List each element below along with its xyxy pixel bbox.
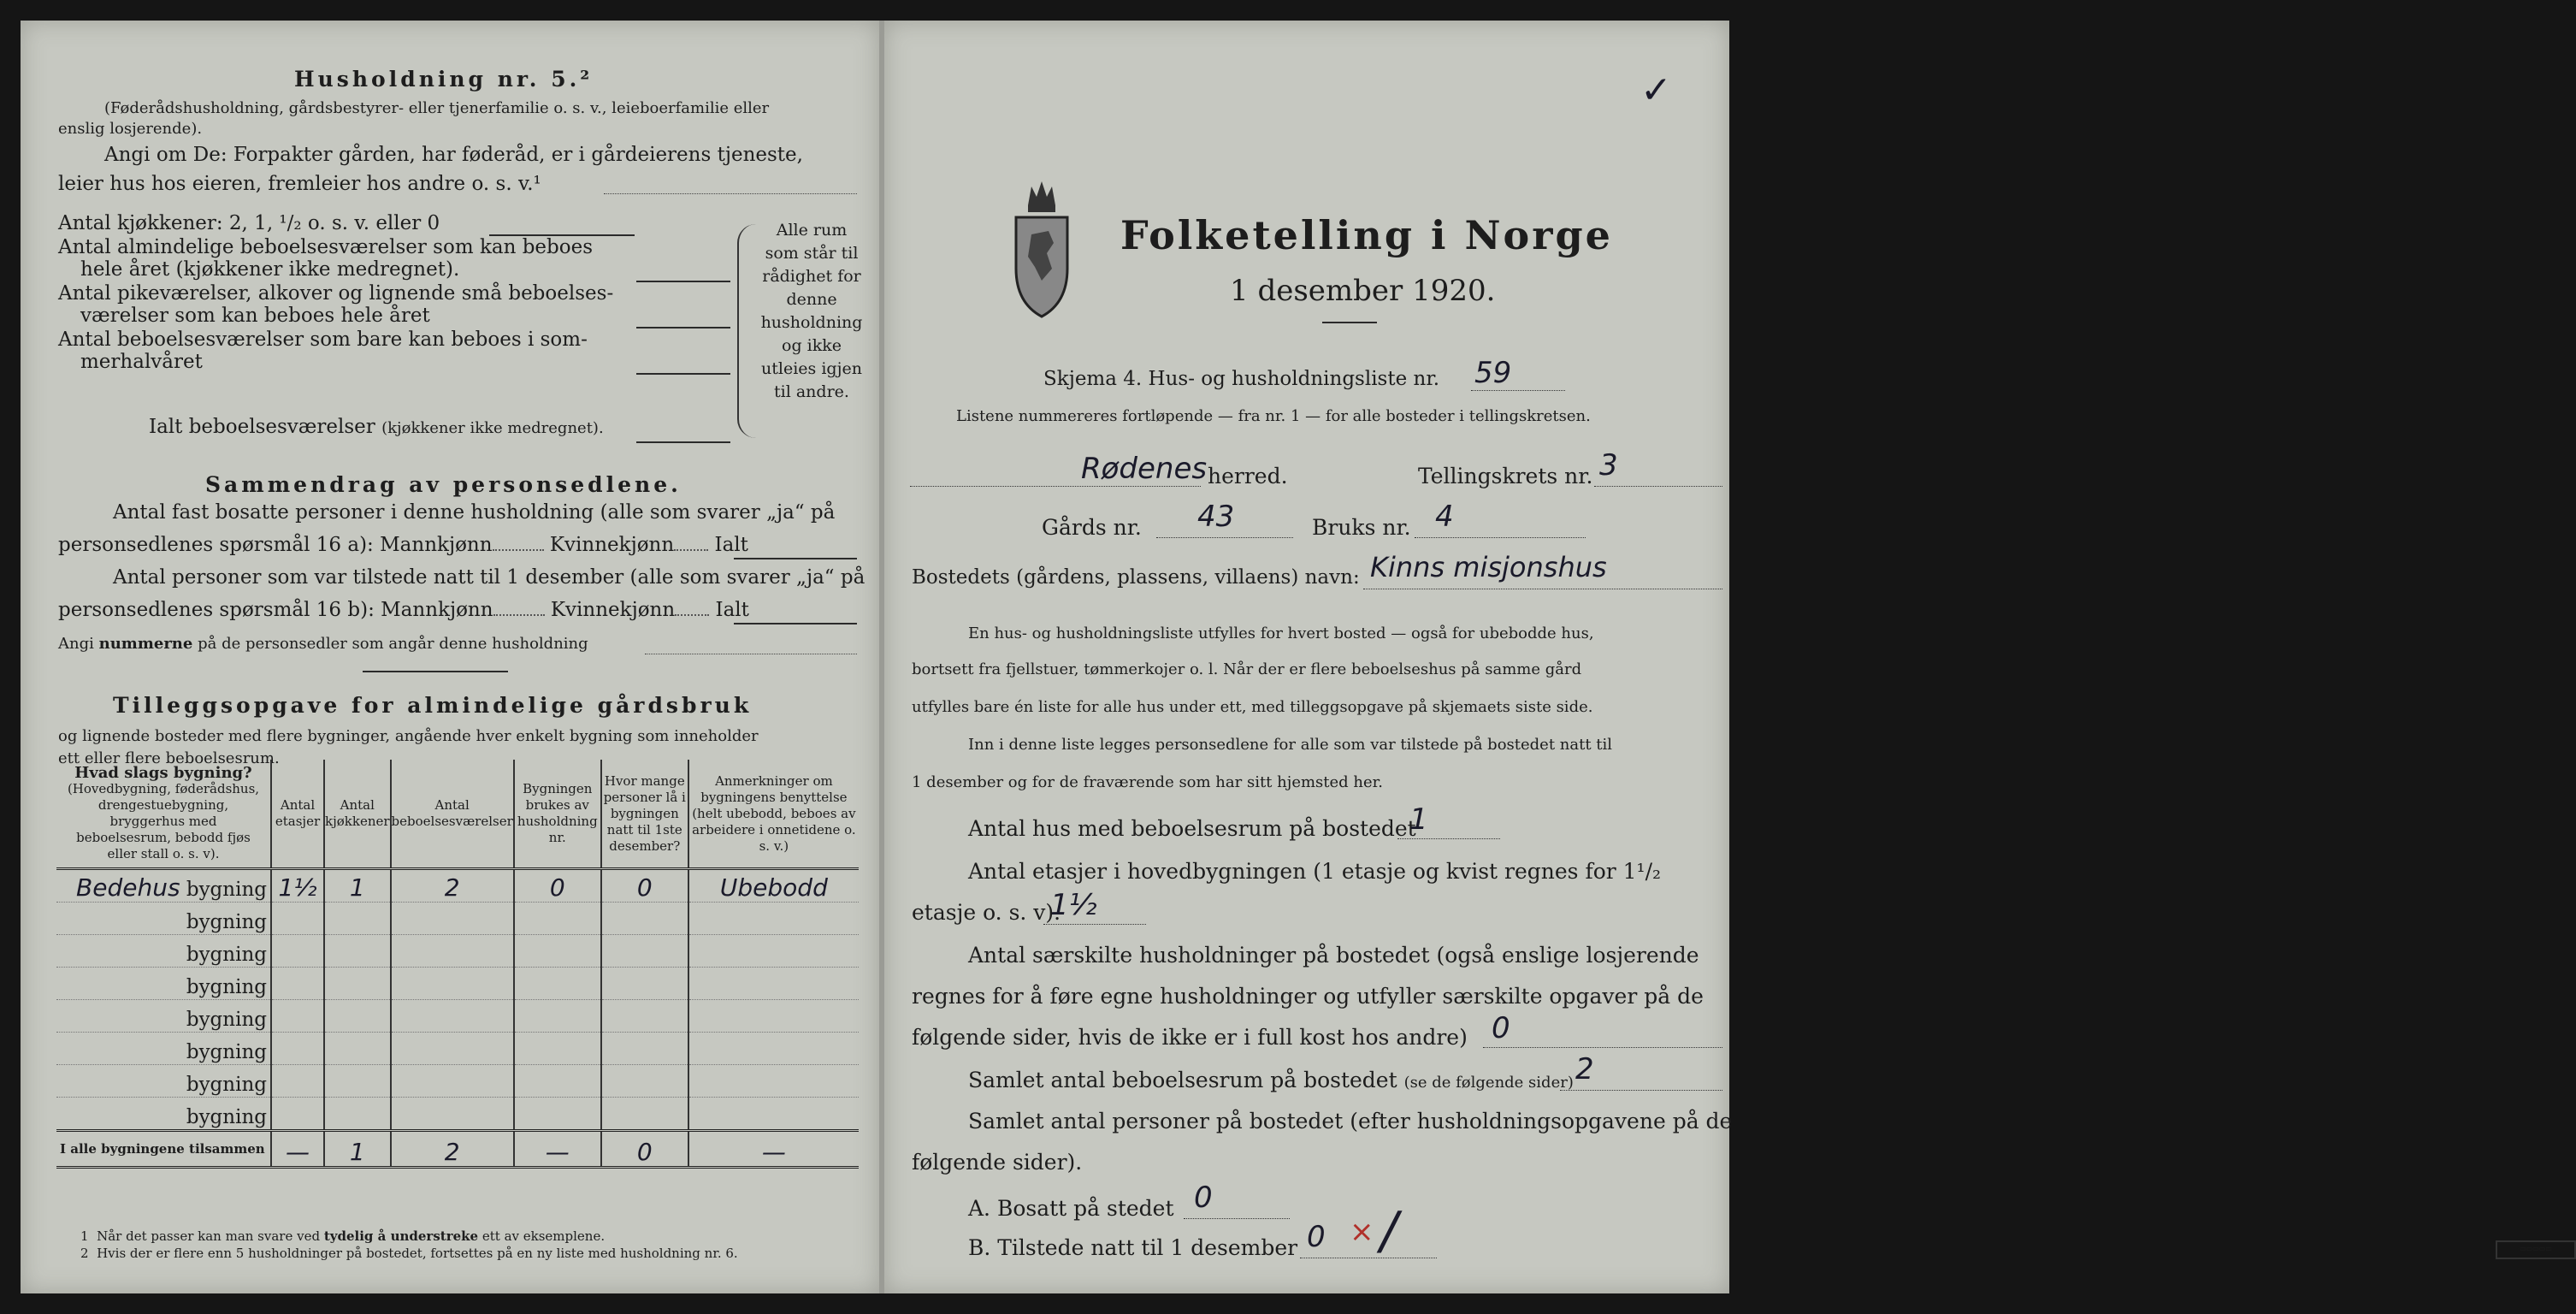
- check-mark: ✓: [1640, 68, 1672, 112]
- building-name: Bedehus: [76, 873, 180, 902]
- total-value: 0: [636, 1138, 653, 1166]
- cell-used-by: [514, 935, 601, 968]
- schema-number: 59: [1474, 356, 1512, 390]
- table-row: [56, 1000, 859, 1033]
- cell-persons: [601, 1098, 688, 1131]
- cell-rooms: [391, 1000, 514, 1033]
- schema-label: Skjema 4. Hus- og husholdningsliste nr.: [1043, 368, 1440, 390]
- households-label-3: følgende sider, hvis de ikke er i full kost hos andre): [912, 1025, 1468, 1050]
- rule: [734, 558, 857, 559]
- coat-of-arms-icon: [1011, 175, 1072, 320]
- floors-label-2: etasje o. s. v).: [912, 900, 1061, 925]
- building-label: bygning: [186, 944, 267, 966]
- instructions-2: bortsett fra fjellstuer, tømmerkojer o. l. Når der er flere beboelseshus på samme gård: [912, 660, 1582, 678]
- cell-floors: [271, 1033, 324, 1065]
- supplement-line1: og lignende bosteder med flere bygninger, angående hver enkelt bygning som inneholder: [58, 727, 759, 745]
- rule: [1415, 537, 1586, 538]
- persons-label: Samlet antal personer på bostedet (efter husholdningsopgavene på de: [968, 1109, 1733, 1133]
- cell-kitchens: [324, 935, 391, 968]
- rule: [1594, 486, 1722, 487]
- census-date: 1 desember 1920.: [1230, 274, 1496, 308]
- rooms-a-label-2: hele året (kjøkkener ikke medregnet).: [80, 258, 460, 281]
- summary-title: Sammendrag av personsedlene.: [205, 472, 682, 497]
- cell-kitchens: [324, 1000, 391, 1033]
- cell-rooms: [391, 935, 514, 968]
- building-label: bygning: [186, 1041, 267, 1063]
- building-type-cell: [56, 935, 271, 968]
- rooms-c-label-2: merhalvåret: [80, 351, 203, 373]
- summary-total: Ialt: [714, 534, 748, 556]
- footnote-1-bold: tydelig å understreke: [323, 1228, 479, 1244]
- households-label-2: regnes for å føre egne husholdninger og utfyller særskilte opgaver på de: [912, 984, 1704, 1009]
- cell-floors: [271, 968, 324, 1000]
- houses-label: Antal hus med beboelsesrum på bostedet: [968, 816, 1416, 841]
- col-remarks: Anmerkninger om bygningens benyttelse (helt ubebodd, beboes av arbeidere i onnetidene o. s. v.): [688, 760, 859, 869]
- cell-floors: [271, 869, 324, 903]
- resident-label: A. Bosatt på stedet: [968, 1196, 1174, 1221]
- instructions-3: utfylles bare én liste for alle hus under ett, med tilleggsopgave på skjemaets siste side.: [912, 698, 1593, 716]
- table-row: [56, 903, 859, 935]
- cell-floors: [271, 1098, 324, 1131]
- rooms-a-label: Antal almindelige beboelsesværelser som kan beboes: [58, 236, 594, 258]
- building-type-cell: [56, 1033, 271, 1065]
- cell-rooms: [391, 968, 514, 1000]
- rooms-b-label: Antal pikeværelser, alkover og lignende små beboelses-: [58, 282, 614, 305]
- total-remarks: [688, 1131, 859, 1168]
- rule: [1322, 322, 1377, 323]
- cell-persons: [601, 869, 688, 903]
- rule: [1483, 1047, 1722, 1048]
- cell-value: Ubebodd: [719, 873, 828, 902]
- bosted-label: Bostedets (gårdens, plassens, villaens) navn:: [912, 566, 1360, 589]
- table-row: [56, 968, 859, 1000]
- herred-label: herred.: [1208, 464, 1288, 488]
- total-row: [56, 1131, 859, 1168]
- supplement-line2: ett eller flere beboelsesrum.: [58, 749, 280, 767]
- side-note: Alle rum som står til rådighet for denne husholdning og ikke utleies igjen til andre.: [760, 221, 863, 401]
- cell-kitchens: [324, 1098, 391, 1131]
- cell-value: 2: [444, 873, 460, 902]
- cell-kitchens: [324, 1065, 391, 1098]
- total-rooms-note: (kjøkkener ikke medregnet).: [381, 419, 604, 437]
- rule: [1156, 537, 1293, 538]
- col-rooms: Antal beboelsesværelser: [391, 760, 514, 869]
- cell-value: 1: [349, 873, 365, 902]
- building-type-cell: [56, 903, 271, 935]
- instructions-5: 1 desember og for de fraværende som har sitt hjemsted her.: [912, 773, 1383, 791]
- footnote-1-pre: Når det passer kan man svare ved: [97, 1228, 321, 1244]
- footnote-2: Hvis der er flere enn 5 husholdninger på bostedet, fortsettes på en ny liste med husholdning nr. 6.: [97, 1246, 738, 1261]
- brace: [737, 224, 756, 438]
- left-page: [21, 21, 879, 1293]
- cell-persons: [601, 1065, 688, 1098]
- table-row: [56, 1098, 859, 1131]
- total-label: I alle bygningene tilsammen: [56, 1131, 271, 1168]
- households-label: Antal særskilte husholdninger på bostedet (også enslige losjerende: [968, 943, 1699, 968]
- total-floors: [271, 1131, 324, 1168]
- cell-kitchens: [324, 903, 391, 935]
- rooms-b-label-2: værelser som kan beboes hele året: [80, 305, 430, 327]
- cell-used-by: [514, 968, 601, 1000]
- footnote-1-post: ett av eksemplene.: [482, 1228, 606, 1244]
- total-kitchens: [324, 1131, 391, 1168]
- household-title: Husholdning nr. 5.²: [294, 67, 594, 92]
- rooms-value: 2: [1575, 1052, 1594, 1086]
- census-title: Folketelling i Norge: [1120, 212, 1613, 258]
- bosted-value: Kinns misjonshus: [1370, 551, 1607, 583]
- cell-remarks: [688, 903, 859, 935]
- houses-value: 1: [1409, 802, 1428, 837]
- summary-p2-2: personsedlenes spørsmål 16 b): Mannkjønn: [58, 599, 493, 621]
- rule: [636, 441, 730, 443]
- rooms-label: Samlet antal beboelsesrum på bostedet: [968, 1068, 1397, 1092]
- summary-p2: Antal personer som var tilstede natt til 1 desember (alle som svarer „ja“ på: [113, 566, 866, 589]
- col-type: Hvad slags bygning? (Hovedbygning, føderådshus, drengestuebygning, bryggerhus med beboelsesrum, bebodd fjøs eller stall o. s. v).: [56, 760, 271, 869]
- cell-persons: [601, 968, 688, 1000]
- cell-rooms: [391, 869, 514, 903]
- cell-persons: [601, 1033, 688, 1065]
- cell-value: 1½: [278, 873, 317, 902]
- floors-label: Antal etasjer i hovedbygningen (1 etasje og kvist regnes for 1¹/₂: [968, 859, 1662, 884]
- rooms-note: (se de følgende sider): [1403, 1074, 1574, 1092]
- table-row: [56, 1033, 859, 1065]
- cell-used-by: [514, 869, 601, 903]
- cell-remarks: [688, 1000, 859, 1033]
- gards-value: 43: [1197, 500, 1235, 534]
- building-type-cell: [56, 1098, 271, 1131]
- rooms-c-label: Antal beboelsesværelser som bare kan beboes i som-: [58, 328, 588, 351]
- question-occupancy-2: leier hus hos eieren, fremleier hos andre o. s. v.¹: [58, 173, 541, 195]
- krets-label: Tellingskrets nr.: [1418, 464, 1593, 488]
- footnote-mark: 2: [80, 1246, 89, 1261]
- persons-label-2: følgende sider).: [912, 1150, 1083, 1175]
- cell-rooms: [391, 1065, 514, 1098]
- footnote-mark: 1: [80, 1228, 89, 1244]
- cell-remarks: [688, 869, 859, 903]
- cell-kitchens: [324, 869, 391, 903]
- cell-rooms: [391, 903, 514, 935]
- rule: [1397, 838, 1500, 839]
- summary-p1-2: personsedlenes spørsmål 16 a): Mannkjønn: [58, 534, 493, 556]
- building-table: [56, 760, 859, 1169]
- cell-rooms: [391, 1033, 514, 1065]
- rule: [636, 373, 730, 375]
- total-value: 1: [349, 1138, 365, 1166]
- krets-value: 3: [1599, 448, 1618, 482]
- cell-used-by: [514, 1000, 601, 1033]
- rule: [1184, 1218, 1290, 1219]
- table-row: [56, 1065, 859, 1098]
- col-persons: Hvor mange personer lå i bygningen natt til 1ste desember?: [601, 760, 688, 869]
- rule: [1560, 1090, 1722, 1091]
- numbers-suffix: på de personsedler som angår denne husholdning: [198, 635, 588, 653]
- total-value: —: [545, 1138, 570, 1166]
- cell-floors: [271, 903, 324, 935]
- rule: [363, 671, 508, 672]
- building-label: bygning: [186, 1074, 267, 1096]
- resident-value: 0: [1194, 1181, 1213, 1215]
- total-value: —: [286, 1138, 310, 1166]
- rule: [636, 327, 730, 328]
- numbers-bold: nummerne: [98, 635, 193, 653]
- household-subtitle-2: enslig losjerende).: [58, 120, 203, 138]
- supplement-title: Tilleggsopgave for almindelige gårdsbruk: [113, 693, 753, 718]
- rule: [1043, 924, 1146, 925]
- rule: [910, 486, 1201, 487]
- cell-floors: [271, 1065, 324, 1098]
- cell-persons: [601, 1000, 688, 1033]
- summary-female: Kvinnekjønn: [549, 534, 675, 556]
- table-row: [56, 869, 859, 903]
- herred-value: Rødenes: [1081, 452, 1208, 486]
- total-rooms-label: Ialt beboelsesværelser: [149, 416, 375, 438]
- cell-used-by: [514, 1098, 601, 1131]
- summary-female: Kvinnekjønn: [550, 599, 676, 621]
- rule: [636, 281, 730, 282]
- cell-kitchens: [324, 968, 391, 1000]
- question-occupancy: Angi om De: Forpakter gården, har føderåd, er i gårdeierens tjeneste,: [104, 144, 803, 166]
- printer-stamp: ▭▭▭▭▭: [2496, 1240, 2576, 1259]
- numbering-note: Listene nummereres fortløpende — fra nr. 1 — for alle bosteder i tellingskretsen.: [956, 407, 1591, 425]
- households-value: 0: [1492, 1011, 1510, 1045]
- cell-used-by: [514, 1065, 601, 1098]
- bruks-value: 4: [1435, 500, 1454, 534]
- summary-total: Ialt: [715, 599, 749, 621]
- cell-remarks: [688, 935, 859, 968]
- building-type-cell: [56, 869, 271, 903]
- cell-remarks: [688, 1098, 859, 1131]
- total-value: —: [761, 1138, 786, 1166]
- floors-value: 1½: [1050, 888, 1097, 922]
- bruks-label: Bruks nr.: [1312, 515, 1411, 540]
- gards-label: Gårds nr.: [1042, 515, 1142, 540]
- cell-used-by: [514, 1033, 601, 1065]
- kitchens-label: Antal kjøkkener: 2, 1, ¹/₂ o. s. v. eller 0: [58, 212, 440, 234]
- rule: [734, 623, 857, 624]
- cell-persons: [601, 935, 688, 968]
- col-kitchens: Antal kjøkkener: [324, 760, 391, 869]
- building-type-cell: [56, 968, 271, 1000]
- building-label: bygning: [186, 1009, 267, 1031]
- summary-p1: Antal fast bosatte personer i denne husholdning (alle som svarer „ja“ på: [113, 501, 836, 524]
- cell-used-by: [514, 903, 601, 935]
- right-page: [884, 21, 2552, 1293]
- cell-value: 0: [549, 873, 565, 902]
- cell-rooms: [391, 1098, 514, 1131]
- building-label: bygning: [186, 976, 267, 998]
- building-label: bygning: [186, 879, 267, 901]
- cell-persons: [601, 903, 688, 935]
- total-persons: [601, 1131, 688, 1168]
- total-value: 2: [444, 1138, 460, 1166]
- slash-mark: /: [1380, 1201, 1398, 1261]
- instructions-4: Inn i denne liste legges personsedlene for alle som var tilstede på bostedet natt til: [968, 736, 1613, 754]
- cell-floors: [271, 935, 324, 968]
- present-label: B. Tilstede natt til 1 desember: [968, 1235, 1298, 1260]
- instructions-1: En hus- og husholdningsliste utfylles for hvert bosted — også for ubebodde hus,: [968, 624, 1594, 642]
- building-label: bygning: [186, 911, 267, 933]
- cell-remarks: [688, 1033, 859, 1065]
- rule: [1471, 390, 1565, 391]
- total-used-by: [514, 1131, 601, 1168]
- building-label: bygning: [186, 1106, 267, 1128]
- cell-floors: [271, 1000, 324, 1033]
- col-used-by: Bygningen brukes av husholdning nr.: [514, 760, 601, 869]
- red-cross-mark: ×: [1350, 1215, 1374, 1249]
- numbers-prefix: Angi: [58, 635, 94, 653]
- answer-line: [604, 193, 857, 194]
- table-row: [56, 935, 859, 968]
- household-subtitle: (Føderådshusholdning, gårdsbestyrer- eller tjenerfamilie o. s. v., leieboerfamilie eller: [104, 99, 770, 117]
- present-value: 0: [1307, 1220, 1326, 1254]
- cell-kitchens: [324, 1033, 391, 1065]
- total-rooms: [391, 1131, 514, 1168]
- cell-remarks: [688, 1065, 859, 1098]
- cell-value: 0: [636, 873, 653, 902]
- building-type-cell: [56, 1065, 271, 1098]
- building-type-cell: [56, 1000, 271, 1033]
- cell-remarks: [688, 968, 859, 1000]
- col-floors: Antal etasjer: [271, 760, 324, 869]
